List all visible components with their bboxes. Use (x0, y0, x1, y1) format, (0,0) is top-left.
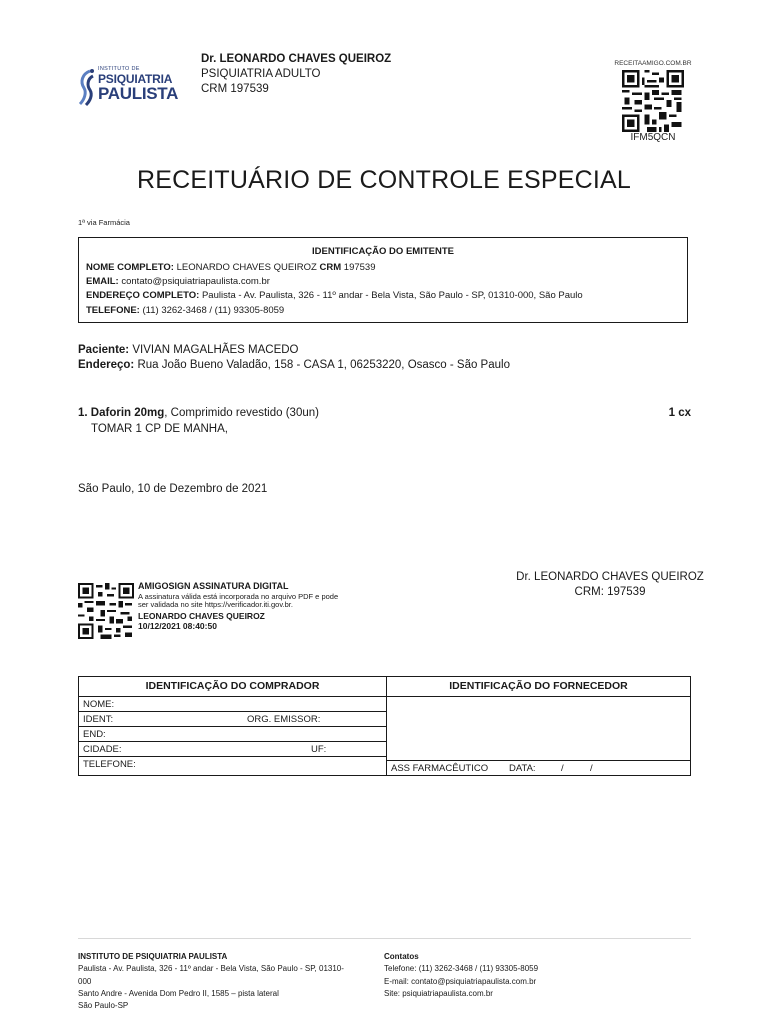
emitente-phone-label: TELEFONE: (86, 304, 140, 316)
doctor-header (201, 52, 391, 97)
emitente-heading: IDENTIFICAÇÃO DO EMITENTE (312, 246, 454, 257)
buyer-cidade-label: CIDADE: (83, 744, 122, 755)
emitente-address-line (86, 289, 583, 303)
buyer-ident-label: IDENT: (83, 714, 114, 725)
patient-name-label: Paciente: (78, 344, 130, 356)
buyer-end-label: END: (83, 729, 106, 740)
buyer-telefone-label: TELEFONE: (83, 759, 136, 770)
digital-signature-name: LEONARDO CHAVES QUEIROZ (138, 610, 265, 621)
buyer-uf-label: UF: (311, 744, 327, 755)
prescription-drug: Daforin 20mg (90, 407, 165, 419)
doctor-crm: CRM 197539 (201, 83, 269, 95)
qr-code-icon (622, 70, 684, 132)
prescription-date: São Paulo, 10 de Dezembro de 2021 (78, 483, 268, 495)
footer-institute (78, 951, 383, 1012)
buyer-org-emissor-label: ORG. EMISSOR: (247, 714, 321, 725)
footer-address-line3: Santo Andre - Avenida Dom Pedro II, 1585 – pista lateral (78, 988, 279, 998)
prescription-line (78, 405, 691, 421)
supplier-date-label: DATA: (509, 763, 536, 774)
footer-address-line2: 000 (78, 976, 92, 986)
emitente-address-label: ENDEREÇO COMPLETO: (86, 290, 200, 302)
buyer-name-label: NOME: (83, 699, 115, 710)
digital-signature-timestamp: 10/12/2021 08:40:50 (138, 621, 217, 632)
prescription-quantity: 1 cx (668, 407, 691, 419)
patient-address-value: Rua João Bueno Valadão, 158 - CASA 1, 06253220, Osasco - São Paulo (137, 359, 510, 371)
doctor-specialty: PSIQUIATRIA ADULTO (201, 68, 321, 80)
logo-text-psiquiatria: PSIQUIATRIA (98, 72, 173, 86)
patient-address-label: Endereço: (78, 359, 135, 371)
prescription-form: , Comprimido revestido (30un) (164, 407, 319, 419)
logo-text-top: INSTITUTO DE (98, 66, 140, 72)
patient-info (78, 343, 510, 373)
buyer-row-name (79, 697, 386, 712)
supplier-signature-row (387, 761, 690, 776)
emitente-email-value: contato@psiquiatriapaulista.com.br (121, 276, 270, 288)
footer-divider (78, 938, 691, 939)
emitente-phone-line (86, 304, 583, 318)
doctor-name: Dr. LEONARDO CHAVES QUEIROZ (201, 53, 392, 65)
emitente-email-line (86, 275, 583, 289)
buyer-supplier-table (78, 676, 691, 776)
emitente-crm-label: CRM (319, 262, 342, 273)
signer-name: Dr. LEONARDO CHAVES QUEIROZ (516, 571, 704, 583)
footer-contacts-heading: Contatos (384, 952, 419, 961)
buyer-row-end (79, 727, 386, 742)
supplier-ass-farmaceutico-label: ASS FARMACÊUTICO (391, 763, 489, 774)
buyer-row-cidade (79, 742, 386, 757)
patient-name-value: VIVIAN MAGALHÃES MACEDO (132, 344, 299, 356)
qr-code-id: IFM5QCN (630, 132, 676, 143)
logo-text-paulista: PAULISTA (98, 84, 179, 103)
digital-signature-title: AMIGOSIGN ASSINATURA DIGITAL (138, 581, 289, 591)
buyer-heading: IDENTIFICAÇÃO DO COMPRADOR (79, 677, 386, 697)
prescription-instructions: TOMAR 1 CP DE MANHA, (91, 423, 228, 435)
emitente-name-label: NOME COMPLETO: (86, 262, 174, 273)
emitente-phone-value: (11) 3262-3468 / (11) 93305-8059 (142, 304, 285, 316)
signer-crm: CRM: 197539 (574, 586, 646, 598)
digital-signature-line2: ser validada no site https://verificador.iti.gov.br. (138, 600, 293, 610)
supplier-column (387, 677, 690, 775)
footer-address-line4: São Paulo-SP (78, 1001, 129, 1011)
emitente-crm-value: 197539 (343, 262, 376, 273)
supplier-heading: IDENTIFICAÇÃO DO FORNECEDOR (387, 677, 690, 697)
footer-address-line1: Paulista - Av. Paulista, 326 - 11º andar - Bela Vista, São Paulo - SP, 01310- (78, 964, 344, 974)
buyer-row-ident (79, 712, 386, 727)
signature-qr-icon (78, 583, 134, 639)
document-title: RECEITUÁRIO DE CONTROLE ESPECIAL (137, 166, 631, 194)
emitente-box (78, 237, 688, 323)
footer-email: E-mail: contato@psiquiatriapaulista.com.br (384, 976, 537, 986)
prescription-item (78, 405, 691, 437)
prescription-number: 1. (78, 407, 88, 419)
footer-contacts (384, 951, 689, 1000)
footer-site: Site: psiquiatriapaulista.com.br (384, 988, 493, 998)
buyer-column (79, 677, 387, 775)
buyer-row-telefone (79, 757, 386, 772)
footer-institute-heading: INSTITUTO DE PSIQUIATRIA PAULISTA (78, 952, 228, 961)
qr-site-label: RECEITAAMIGO.COM.BR (614, 60, 692, 67)
signer-block (480, 570, 740, 600)
supplier-date-slash1: / (561, 763, 564, 774)
emitente-name-value: LEONARDO CHAVES QUEIROZ (176, 262, 317, 273)
patient-address-line (78, 358, 510, 373)
digital-signature-line1: A assinatura válida está incorporada no arquivo PDF e pode (138, 591, 339, 601)
emitente-email-label: EMAIL: (86, 276, 119, 288)
emitente-name-line (86, 261, 583, 275)
digital-signature-text (138, 582, 338, 632)
emitente-address-value: Paulista - Av. Paulista, 326 - 11º andar - Bela Vista, São Paulo - SP, 01310-000, São Paulo (201, 290, 583, 302)
logo-symbol-icon (78, 68, 98, 108)
supplier-blank-area (387, 697, 690, 761)
supplier-date-slash2: / (590, 763, 593, 774)
patient-name-line (78, 343, 510, 358)
via-label: 1ª via Farmácia (78, 218, 130, 227)
institute-logo (78, 66, 178, 106)
footer-phone: Telefone: (11) 3262-3468 / (11) 93305-8059 (384, 964, 539, 974)
